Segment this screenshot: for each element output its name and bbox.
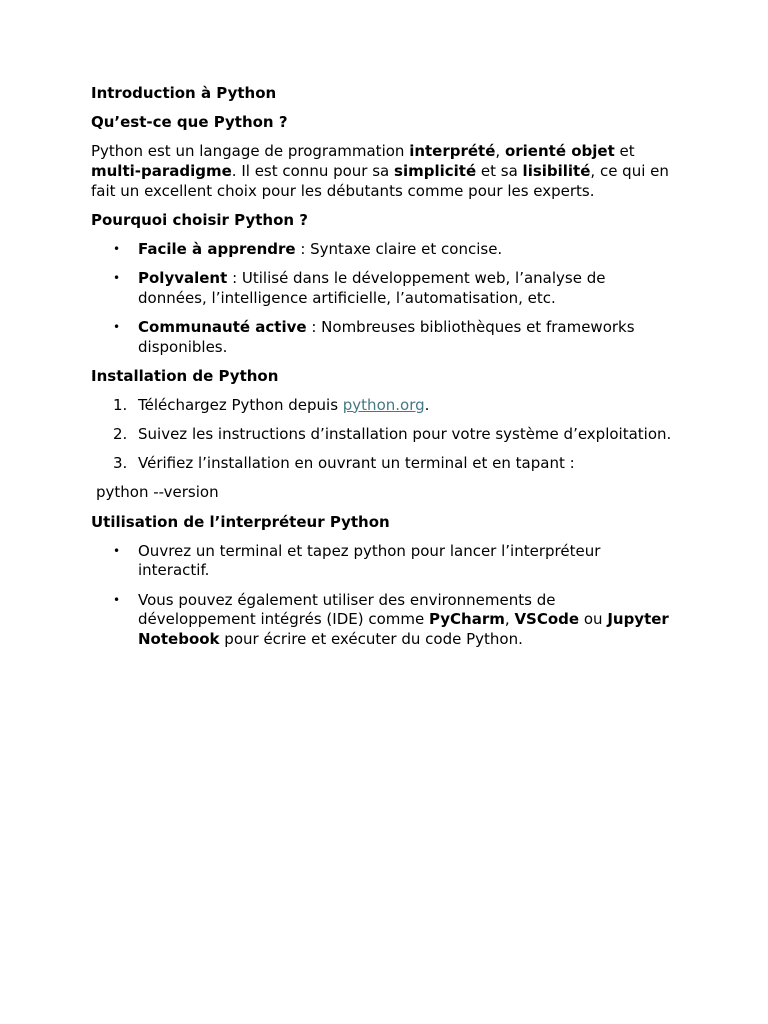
intro-bold-readability: lisibilité [522, 161, 591, 180]
intro-bold-object-oriented: orienté objet [504, 142, 615, 161]
ide-text-1: Vous pouvez également utiliser des environnements de développement intégrés (IDE) comme [138, 590, 556, 629]
step-number: 1. [113, 395, 128, 414]
ide-bold-vscode: VSCode [514, 610, 580, 629]
list-item-text: : Nombreuses bibliothèques et frameworks disponibles. [138, 317, 635, 356]
bullet-icon: • [113, 319, 121, 334]
step-text: Téléchargez Python depuis [138, 395, 343, 414]
document-page [91, 84, 676, 659]
ide-bold-pycharm: PyCharm [429, 610, 505, 629]
ide-text-4: pour écrire et exécuter du code Python. [219, 629, 523, 648]
interpreter-list [91, 542, 676, 650]
bullet-icon: • [113, 592, 121, 607]
step-text: Vérifiez l’installation en ouvrant un terminal et en tapant : [138, 454, 575, 473]
bullet-icon: • [113, 543, 121, 558]
document-title: Introduction à Python [91, 84, 277, 102]
bullet-icon: • [113, 271, 121, 286]
step-number: 3. [113, 454, 128, 473]
list-item [91, 318, 676, 357]
bullet-icon: • [113, 241, 121, 256]
intro-text-6: , ce qui en fait un excellent choix pour les débutants comme pour les experts. [91, 161, 669, 200]
intro-paragraph [91, 142, 676, 201]
list-item [91, 542, 676, 581]
intro-text-5: et sa [476, 161, 523, 180]
list-item-text: : Utilisé dans le développement web, l’analyse de données, l’intelligence artificielle, l’automatisation, etc. [138, 269, 606, 307]
intro-bold-simplicity: simplicité [394, 161, 477, 180]
ide-text-2: , [504, 610, 515, 629]
intro-text-4: . Il est connu pour sa [231, 161, 395, 180]
ide-bold-jupyter: Jupyter Notebook [138, 610, 669, 648]
list-item [91, 425, 676, 445]
intro-text-1: Python est un langage de programmation [91, 142, 410, 161]
intro-bold-multi-paradigm: multi-paradigme [91, 161, 232, 180]
list-item [91, 454, 676, 474]
list-item-text: Ouvrez un terminal et tapez python pour lancer l’interpréteur interactif. [138, 541, 601, 580]
list-item [91, 240, 676, 260]
heading-installation: Installation de Python [91, 366, 279, 385]
list-item [91, 591, 676, 650]
heading-why-python: Pourquoi choisir Python ? [91, 210, 308, 229]
heading-what-is-python: Qu’est-ce que Python ? [91, 113, 288, 132]
step-text-after: . [424, 395, 430, 414]
why-python-list [91, 240, 676, 357]
python-org-link[interactable]: python.org [342, 395, 425, 414]
list-item [91, 269, 676, 308]
installation-steps-list [91, 396, 676, 474]
intro-text-2: , [495, 142, 505, 161]
intro-text-3: et [614, 142, 635, 161]
step-number: 2. [113, 425, 128, 444]
list-item-bold: Communauté active [138, 317, 307, 336]
list-item-text: : Syntaxe claire et concise. [295, 239, 503, 258]
version-command: python --version [96, 483, 219, 502]
list-item-bold: Polyvalent [138, 269, 228, 288]
intro-bold-interpreted: interprété [409, 142, 496, 161]
list-item-bold: Facile à apprendre [138, 239, 296, 258]
step-text: Suivez les instructions d’installation pour votre système d’exploitation. [138, 425, 672, 444]
ide-text-3: ou [579, 610, 608, 629]
list-item [91, 396, 676, 416]
heading-interpreter: Utilisation de l’interpréteur Python [91, 512, 390, 531]
